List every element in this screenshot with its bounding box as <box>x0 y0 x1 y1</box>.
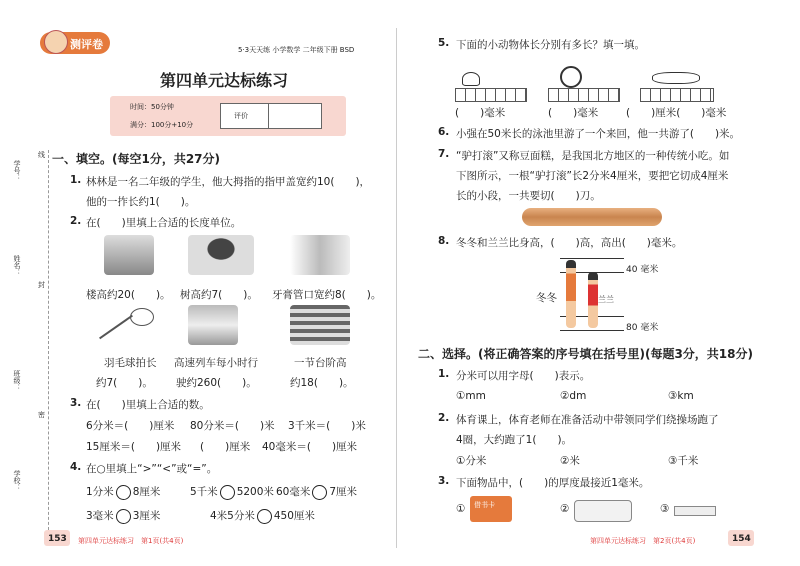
compare-circle[interactable] <box>116 485 131 500</box>
eraser-image <box>574 500 632 522</box>
racket-icon <box>130 308 154 326</box>
right-page-number: 154 <box>732 534 751 544</box>
q1-line2: 他的一拃长约1( )。 <box>86 196 196 208</box>
stairs-photo <box>290 305 350 345</box>
top-guide-line <box>560 258 624 259</box>
q2-racket-text2: 约7( )。 <box>96 377 153 389</box>
q7-line3: 长的小段，一共要切( )刀。 <box>456 190 601 202</box>
compare-circle[interactable] <box>220 485 235 500</box>
p2-q2-option-1[interactable]: ①分米 <box>456 455 487 467</box>
binding-mark-1: 线 <box>38 151 45 159</box>
part2-heading: 二、选择。(将正确答案的序号填在括号里)(每题3分，共18分) <box>418 347 753 361</box>
badge-label: 测评卷 <box>70 38 103 51</box>
part1-heading: 一、填空。(每空1分，共27分) <box>52 152 221 166</box>
p2-q3-option-2[interactable]: ② <box>560 503 570 515</box>
binding-mark-3: 密 <box>38 411 45 419</box>
compare-circle[interactable] <box>116 509 131 524</box>
q3-text: 在( )里填上合适的数。 <box>86 399 210 411</box>
name-dongdong: 冬冬 <box>536 292 557 304</box>
dragonfly-icon <box>652 72 700 84</box>
snail-icon <box>560 66 582 88</box>
binding-mark-2: 封 <box>38 281 45 289</box>
p2-q1-text: 分米可以用字母( )表示。 <box>456 370 591 382</box>
q4-item-4: 3毫米 3厘米 <box>86 510 161 522</box>
q2-building-text: 楼高约20( )。 <box>86 289 171 301</box>
ruler-1 <box>455 88 527 102</box>
q4-item-3: 60毫米 7厘米 <box>276 486 358 498</box>
q1-number: 1. <box>70 174 82 186</box>
q4-item-2: 5千米 5200米 <box>190 486 274 498</box>
label-40mm: 40 毫米 <box>626 265 659 275</box>
binding-line <box>48 150 49 540</box>
q7-number: 7. <box>438 148 450 160</box>
p2-q2-line1: 体育课上，体育老师在准备活动中带领同学们绕操场跑了 <box>456 414 719 426</box>
binding-student-id: 学号： <box>13 160 21 181</box>
boy-figure <box>566 260 576 328</box>
score-label: 满分：100分+10分 <box>130 121 194 129</box>
q6-text: 小强在50米长的泳池里游了一个来回，他一共游了( )米。 <box>456 128 741 140</box>
q2-train-text1: 高速列车每小时行 <box>174 357 258 369</box>
q3-line2-b: ( )厘米 <box>200 441 251 453</box>
p2-q3-number: 3. <box>438 475 450 487</box>
p2-q1-number: 1. <box>438 368 450 380</box>
right-footer-text: 第四单元达标练习 第2页(共4页) <box>590 537 696 545</box>
compare-circle[interactable] <box>257 509 272 524</box>
p2-q1-option-3[interactable]: ③km <box>668 390 694 402</box>
racket-handle <box>99 315 133 340</box>
q2-text: 在( )里填上合适的长度单位。 <box>86 217 242 229</box>
ruler-3 <box>640 88 714 102</box>
q2-stairs-text1: 一节台阶高 <box>294 357 347 369</box>
q4-item-5: 4米5分米 450厘米 <box>210 510 315 522</box>
q2-stairs-text2: 约18( )。 <box>290 377 354 389</box>
bug-icon <box>462 72 480 86</box>
p2-q1-option-2[interactable]: ②dm <box>560 390 587 402</box>
q3-line1-a: 6分米＝( )厘米 <box>86 420 175 432</box>
girl-figure <box>588 272 598 328</box>
binding-class: 班级： <box>13 370 21 391</box>
q2-tree-text: 树高约7( )。 <box>180 289 258 301</box>
floor-line <box>560 330 624 331</box>
rating-label: 评价 <box>234 112 248 120</box>
q4-number: 4. <box>70 461 82 473</box>
q8-number: 8. <box>438 235 450 247</box>
binding-school: 学校： <box>13 470 21 491</box>
q7-line1: “驴打滚”又称豆面糕，是我国北方地区的一种传统小吃。如 <box>456 150 730 162</box>
time-label: 时间：50分钟 <box>130 103 174 111</box>
q2-toothpaste-text: 牙膏管口宽约8( )。 <box>272 289 382 301</box>
q3-line2-c: 40毫米＝( )厘米 <box>262 441 358 453</box>
q2-racket-text1: 羽毛球拍长 <box>104 357 157 369</box>
q2-number: 2. <box>70 215 82 227</box>
toothpaste-photo <box>290 235 350 275</box>
badge-face-icon <box>44 30 68 54</box>
page-divider <box>396 28 397 548</box>
q2-train-text2: 驶约260( )。 <box>176 377 257 389</box>
q1-line1: 林林是一名二年级的学生，他大拇指的指甲盖宽约10( )， <box>86 176 371 188</box>
left-footer-text: 第四单元达标练习 第1页(共4页) <box>78 537 184 545</box>
q5-number: 5. <box>438 37 450 49</box>
building-photo <box>104 235 154 275</box>
q8-text: 冬冬和兰兰比身高，( )高，高出( )毫米。 <box>456 237 683 249</box>
q5-answer-1: ( )毫米 <box>455 107 506 119</box>
q3-line2-a: 15厘米＝( )厘米 <box>86 441 182 453</box>
q5-text: 下面的小动物体长分别有多长？填一填。 <box>456 39 645 51</box>
p2-q2-option-3[interactable]: ③千米 <box>668 455 699 467</box>
q3-number: 3. <box>70 397 82 409</box>
train-photo <box>188 305 238 345</box>
p2-q3-option-3[interactable]: ③ <box>660 503 670 515</box>
q5-answer-2: ( )毫米 <box>548 107 599 119</box>
q7-line2: 下图所示，一根“驴打滚”长2分米4厘米，要把它切成4厘米 <box>456 170 729 182</box>
q6-number: 6. <box>438 126 450 138</box>
p2-q2-line2: 4圈，大约跑了1( )。 <box>456 434 573 446</box>
p2-q2-option-2[interactable]: ②米 <box>560 455 580 467</box>
q3-line1-b: 80分米＝( )米 <box>190 420 275 432</box>
rating-separator <box>268 103 269 129</box>
binding-name: 姓名： <box>13 255 21 276</box>
name-lanlan: 兰兰 <box>598 295 614 304</box>
label-80mm: 80 毫米 <box>626 323 659 333</box>
ruler-2 <box>548 88 620 102</box>
library-card-label: 借书卡 <box>474 501 495 509</box>
tree-photo <box>188 235 254 275</box>
q4-text: 在○里填上“>”“<”或“=”。 <box>86 463 218 475</box>
pencil-image <box>674 506 716 516</box>
left-page-number: 153 <box>48 534 67 544</box>
p2-q3-text: 下面物品中，( )的厚度最接近1毫米。 <box>456 477 650 489</box>
compare-circle[interactable] <box>312 485 327 500</box>
series-label: 5·3天天练 小学数学 二年级下册 BSD <box>238 46 355 54</box>
p2-q1-option-1[interactable]: ①mm <box>456 390 486 402</box>
q3-line1-c: 3千米＝( )米 <box>288 420 366 432</box>
roll-cake-image <box>522 208 662 226</box>
p2-q3-option-1[interactable]: ① <box>456 503 466 515</box>
q4-item-1: 1分米 8厘米 <box>86 486 161 498</box>
page-title: 第四单元达标练习 <box>160 71 289 90</box>
q5-answer-3: ( )厘米( )毫米 <box>626 107 727 119</box>
p2-q2-number: 2. <box>438 412 450 424</box>
